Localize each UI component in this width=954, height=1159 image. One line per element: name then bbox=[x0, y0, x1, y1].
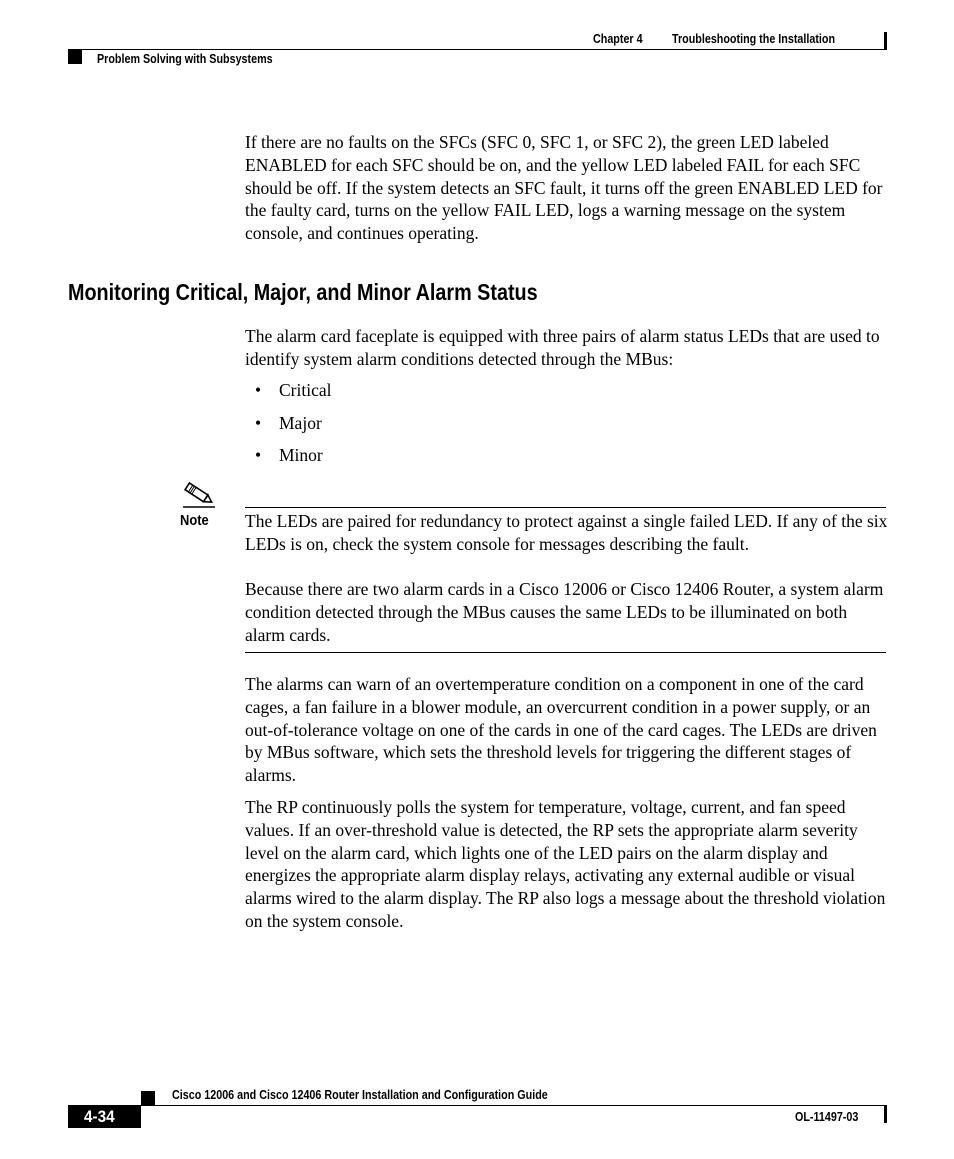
list-item bbox=[255, 379, 331, 412]
alarm-level-list bbox=[255, 379, 331, 477]
note-bottom-rule bbox=[245, 652, 886, 653]
header-section-title: Problem Solving with Subsystems bbox=[97, 52, 273, 66]
list-item-label: Major bbox=[279, 412, 322, 433]
header-end-bar bbox=[884, 32, 887, 49]
note-paragraph-2: Because there are two alarm cards in a Cisco 12006 or Cisco 12406 Router, a system alarm condition detected through the MBus causes the same LEDs to be illuminated on both alarm cards. bbox=[245, 579, 884, 645]
footer-guide-title: Cisco 12006 and Cisco 12406 Router Installation and Configuration Guide bbox=[172, 1088, 548, 1102]
section-heading: Monitoring Critical, Major, and Minor Alarm Status bbox=[68, 279, 538, 305]
header-rule bbox=[68, 49, 887, 50]
note-paragraph-1: The LEDs are paired for redundancy to protect against a single failed LED. If any of the six LEDs is on, check the system console for messages describing the fault. bbox=[245, 511, 888, 554]
note-label: Note bbox=[180, 512, 209, 529]
footer-rule bbox=[68, 1105, 887, 1106]
page-number: 4-34 bbox=[84, 1107, 115, 1126]
header-chapter-number: Chapter 4 bbox=[593, 32, 643, 46]
list-item bbox=[255, 412, 331, 445]
alarm-conditions-paragraph: The alarms can warn of an overtemperature condition on a component in one of the card cages, a fan failure in a blower module, an overcurrent condition in a power supply, or an out-of-tolerance voltage on one of the cards in one of the card cages. The LEDs are driven by MBus software, which sets the threshold levels for triggering the different stages of alarms. bbox=[245, 674, 877, 786]
rp-polling-paragraph: The RP continuously polls the system for temperature, voltage, current, and fan speed values. If an over-threshold value is detected, the RP sets the appropriate alarm severity level on the alarm card, which lights one of the LED pairs on the alarm display and energizes the appropriate alarm display relays, activating any external audible or visual alarms wired to the alarm display. The RP also logs a message about the threshold violation on the system console. bbox=[245, 797, 886, 931]
bullet-icon: • bbox=[255, 380, 262, 400]
list-item-label: Critical bbox=[279, 380, 332, 400]
note-top-rule bbox=[245, 507, 886, 508]
bullet-icon: • bbox=[255, 445, 262, 465]
pencil-icon bbox=[182, 480, 216, 508]
list-item-label: Minor bbox=[279, 445, 323, 465]
intro-paragraph: If there are no faults on the SFCs (SFC 0, SFC 1, or SFC 2), the green LED labeled ENABLED for each SFC should be on, and the yellow LED labeled FAIL for each SFC should be off. If the system detects an SFC fault, it turns off the green ENABLED LED for the faulty card, turns on the yellow FAIL LED, logs a warning message on the system console, and continues operating. bbox=[245, 132, 883, 244]
alarm-intro-paragraph: The alarm card faceplate is equipped with three pairs of alarm status LEDs that are used to identify system alarm conditions detected through the MBus: bbox=[245, 326, 880, 369]
header-marker-square bbox=[68, 50, 82, 64]
footer-end-bar bbox=[884, 1106, 887, 1123]
footer-marker-square bbox=[141, 1091, 155, 1105]
bullet-icon: • bbox=[255, 412, 262, 433]
list-item bbox=[255, 444, 331, 477]
footer-doc-number: OL-11497-03 bbox=[795, 1110, 859, 1124]
header-chapter-title: Troubleshooting the Installation bbox=[672, 32, 836, 46]
